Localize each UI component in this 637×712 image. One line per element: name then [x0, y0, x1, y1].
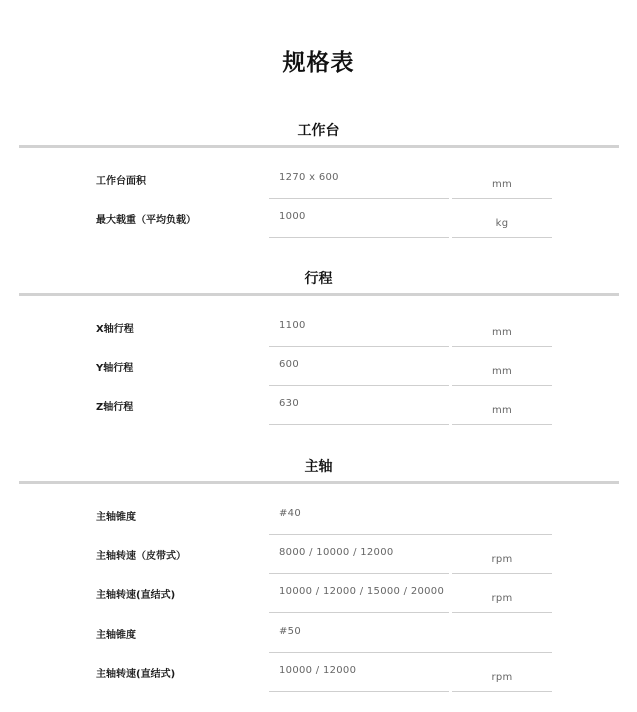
spec-unit: mm	[452, 308, 552, 347]
page-title: 规格表	[282, 50, 355, 76]
spec-unit: rpm	[452, 574, 552, 613]
spec-unit: rpm	[452, 653, 552, 692]
spec-row	[0, 160, 637, 199]
spec-row	[0, 653, 637, 692]
spec-unit: mm	[452, 160, 552, 199]
section-divider	[19, 481, 619, 484]
spec-row	[0, 386, 637, 425]
section-title-travel: 行程	[304, 271, 333, 287]
spec-value: 600	[269, 347, 449, 386]
section-divider	[19, 145, 619, 148]
spec-value: 1270 x 600	[269, 160, 449, 199]
spec-value: 10000 / 12000	[269, 653, 449, 692]
spec-label: X轴行程	[96, 324, 134, 335]
section-divider	[19, 293, 619, 296]
spec-row	[0, 535, 637, 574]
spec-label: 主轴转速(直结式)	[96, 590, 176, 601]
spec-row	[0, 574, 637, 613]
spec-label: Z轴行程	[96, 402, 134, 413]
spec-unit: rpm	[452, 535, 552, 574]
section-title-worktable: 工作台	[297, 123, 340, 139]
spec-unit: mm	[452, 347, 552, 386]
spec-row	[0, 308, 637, 347]
spec-value: #50	[269, 614, 552, 653]
spec-unit	[452, 496, 552, 534]
spec-label: 主轴转速(直结式)	[96, 669, 176, 680]
spec-value: 8000 / 10000 / 12000	[269, 535, 449, 574]
section-title-spindle: 主轴	[304, 459, 333, 475]
spec-unit: mm	[452, 386, 552, 425]
spec-unit: kg	[452, 199, 552, 238]
spec-row	[0, 614, 637, 653]
spec-label: 主轴锥度	[96, 512, 136, 523]
spec-value: 630	[269, 386, 449, 425]
spec-row	[0, 347, 637, 386]
spec-row	[0, 496, 637, 535]
spec-value: #40	[269, 496, 552, 535]
spec-unit	[452, 614, 552, 652]
spec-row	[0, 199, 637, 238]
spec-value: 10000 / 12000 / 15000 / 20000	[269, 574, 449, 613]
spec-label: 最大载重（平均负载）	[96, 215, 196, 226]
spec-label: Y轴行程	[96, 363, 134, 374]
spec-label: 主轴转速（皮带式）	[96, 551, 186, 562]
spec-value: 1000	[269, 199, 449, 238]
spec-label: 主轴锥度	[96, 630, 136, 641]
spec-value: 1100	[269, 308, 449, 347]
spec-label: 工作台面积	[96, 176, 146, 187]
